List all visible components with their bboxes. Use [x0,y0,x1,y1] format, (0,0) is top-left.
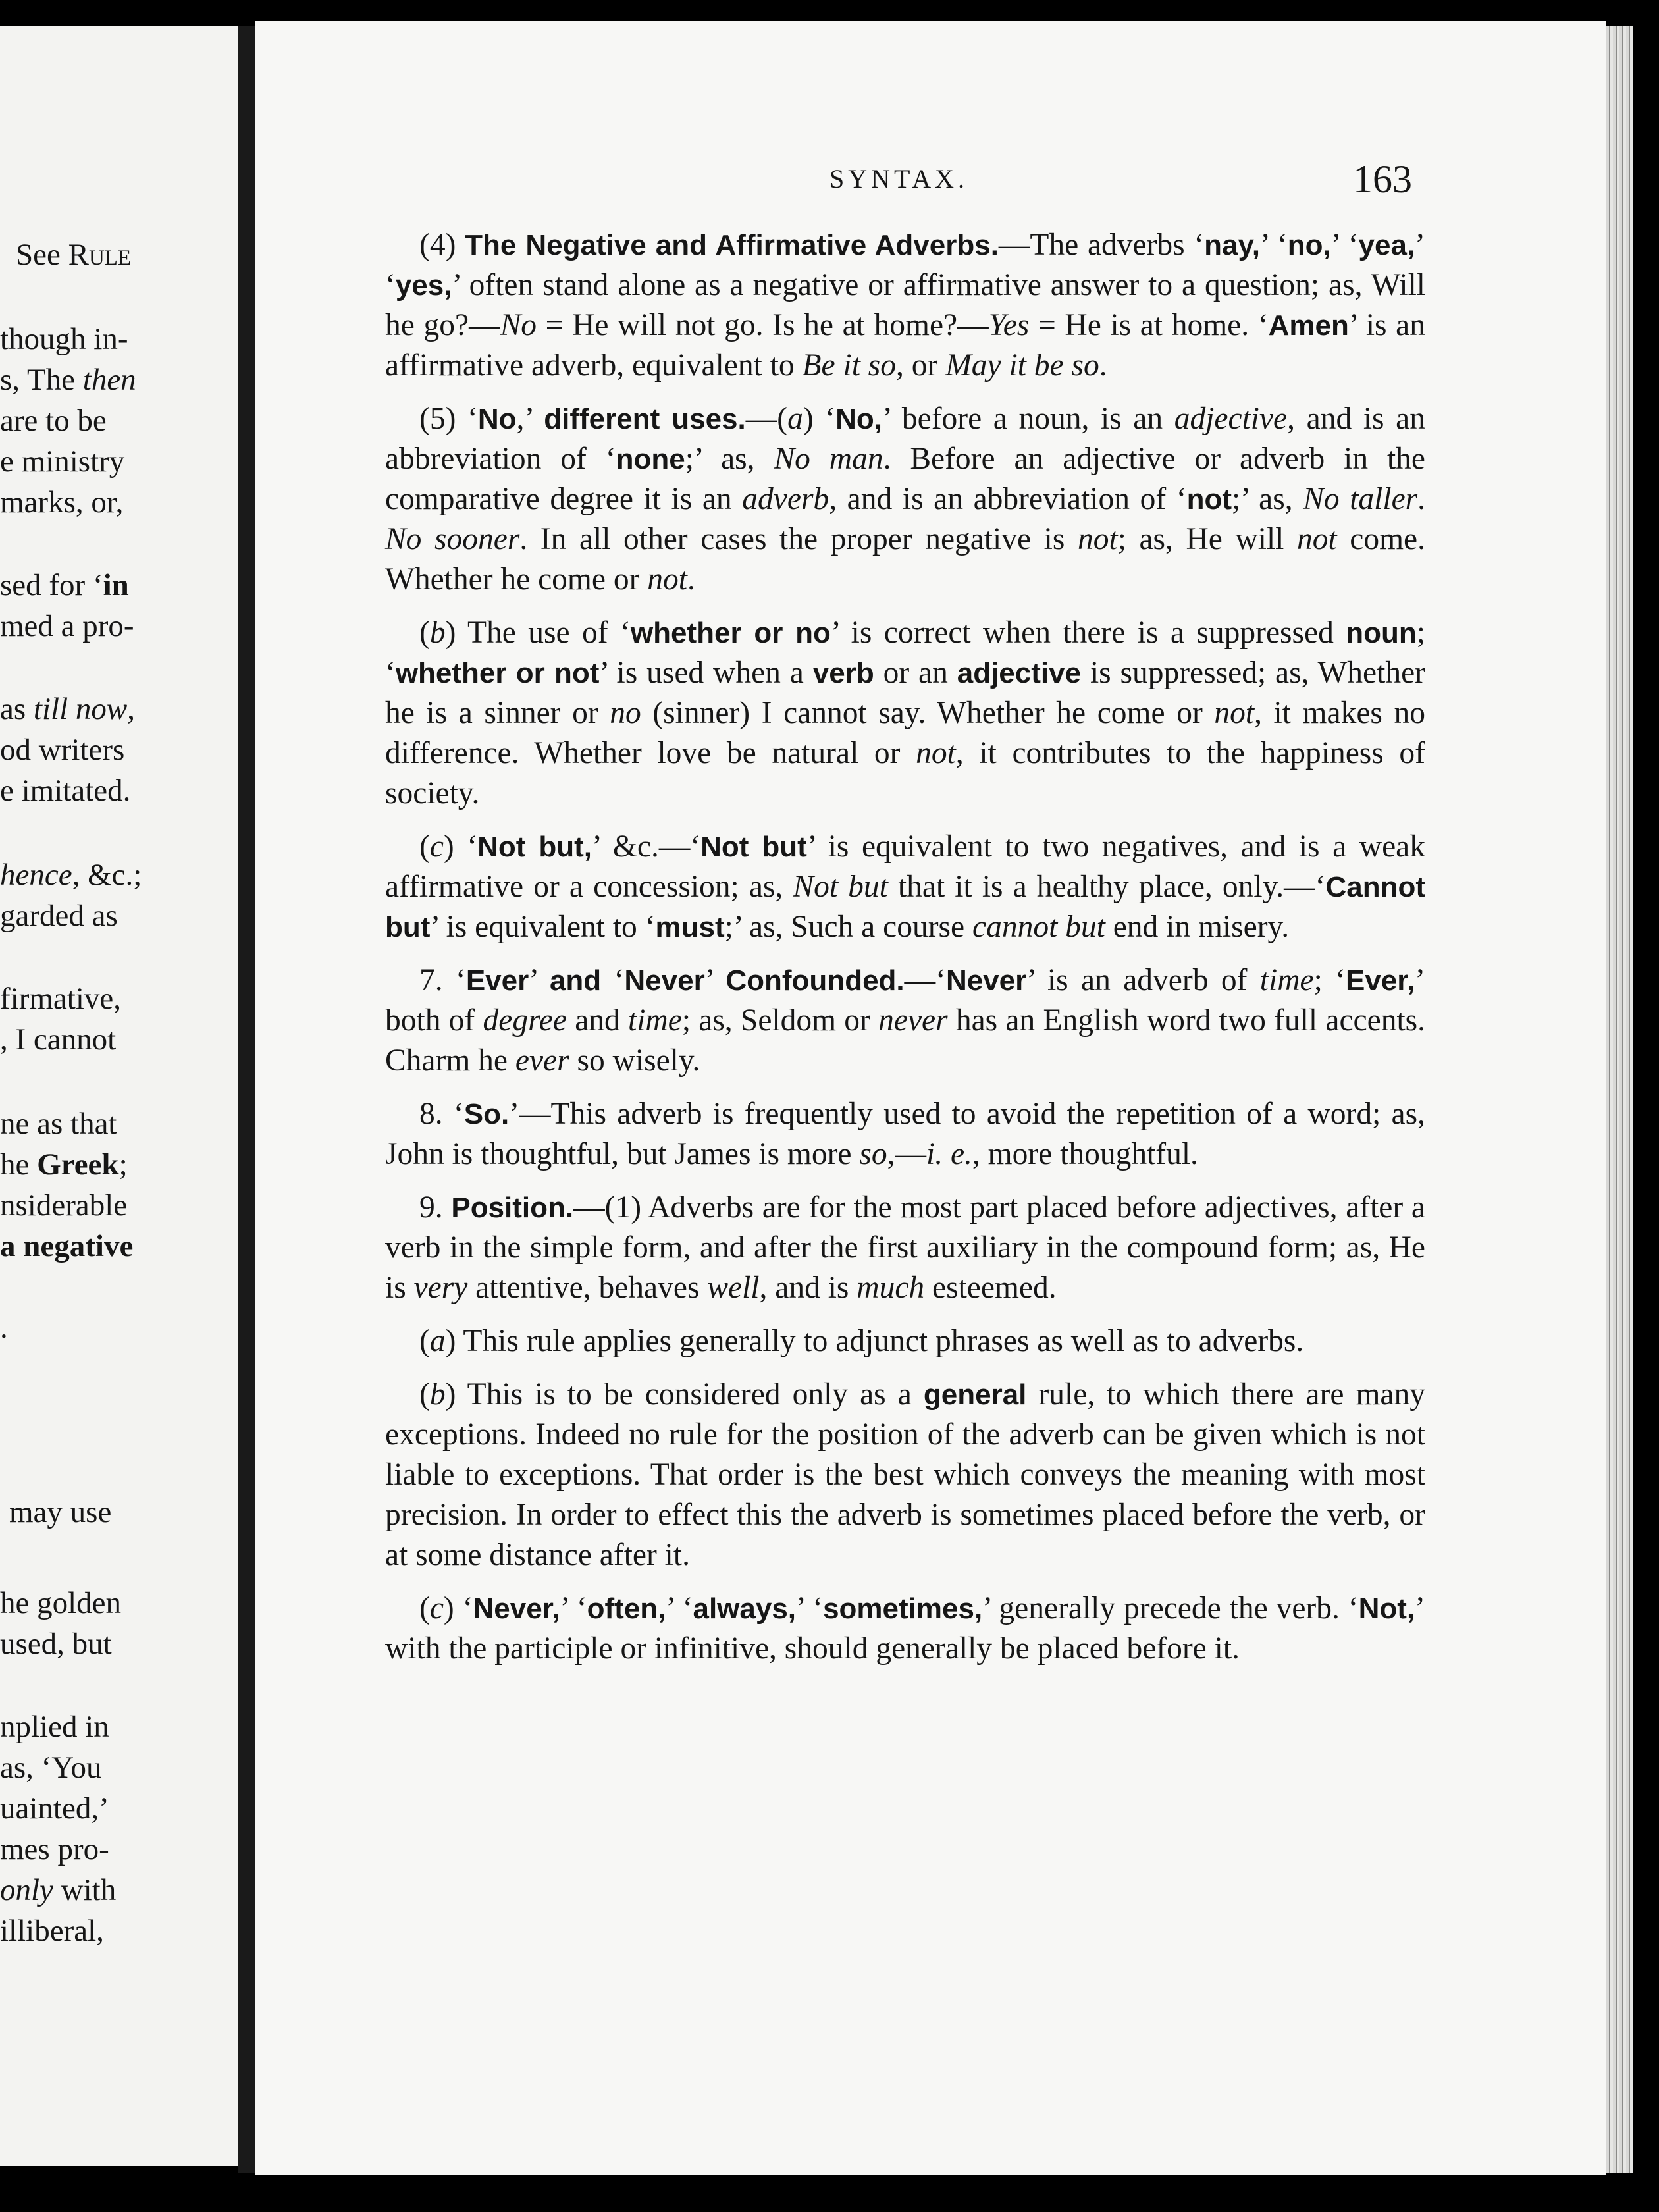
left-page-line: s, The then [0,363,136,397]
left-page-line: illiberal, [0,1914,104,1948]
left-page-line: garded as [0,899,118,933]
paragraph: 9. Position.—(1) Adverbs are for the most part placed before adjectives, after a verb in the simple form, and after the first auxiliary in the compound form; as, He is very attentive, behaves well, and is much esteemed. [385,1190,1426,1305]
left-page-fragment [0,26,238,2166]
left-page-line: od writers [0,733,125,767]
left-page-line: marks, or, [0,485,124,519]
paragraph: 8. ‘So.’—This adverb is frequently used to avoid the repetition of a word; as, John is thoughtful, but James is more so,—i. e., more thoughtful. [385,1097,1425,1171]
left-page-line: used, but [0,1627,112,1661]
left-page-line: uainted,’ [0,1791,109,1826]
paragraph: (c) ‘Not but,’ &c.—‘Not but’ is equivalent to two negatives, and is a weak affirmative or a concession; as, Not but that it is a healthy place, only.—‘Cannot but’ is equivalent to ‘must;’ as, Such a course cannot but end in misery. [385,830,1426,944]
paragraph: (a) This rule applies generally to adjunct phrases as well as to adverbs. [419,1324,1304,1358]
book-binding-gutter [238,26,255,2172]
left-page-line: are to be [0,404,107,438]
running-head: SYNTAX. [830,164,969,194]
left-page-line: nplied in [0,1710,109,1744]
left-page-line: he golden [0,1586,122,1620]
left-page-line: he Greek; [0,1147,128,1182]
paragraph: 7. ‘Ever’ and ‘Never’ Confounded.—‘Never’ is an adverb of time; ‘Ever,’ both of degree and time; as, Seldom or never has an English word two full accents. Charm he ever so wisely. [385,963,1426,1078]
left-page-line: mes pro- [0,1832,109,1866]
paragraph: (b) The use of ‘whether or no’ is correct when there is a suppressed noun; ‘whether or not’ is used when a verb or an adjective is suppressed; as, Whether he is a sinner or no (sinner) I cannot say. Whether he come or not, it makes no difference. Whether love be natural or not, it contributes to the happiness of society. [385,616,1426,810]
left-page-line: , I cannot [0,1022,117,1057]
left-page-line: e ministry [0,444,125,479]
left-page-line: hence, &c.; [0,858,142,892]
left-page-line: a negative [0,1229,134,1263]
left-page-line: may use [9,1495,112,1529]
left-page-line: e imitated. [0,774,131,808]
left-page-line: med a pro- [0,609,134,643]
left-page-line: only with [0,1873,117,1907]
left-page-line: though in- [0,322,128,356]
left-page-line: firmative, [0,982,122,1016]
left-page-line: . [0,1311,8,1345]
page-number: 163 [1353,157,1412,201]
left-page-line: nsiderable [0,1188,128,1223]
page-body-text [385,225,1425,1682]
left-page-line: sed for ‘in [0,568,129,602]
left-page-line: See Rule [16,238,132,272]
left-page-line: as till now, [0,692,135,726]
paragraph: (b) This is to be considered only as a general rule, to which there are many exceptions. Indeed no rule for the position of the adverb can be given which is not liable to exceptions. That order is the best which conveys the meaning with most precision. In order to effect this the adverb is sometimes placed before the verb, or at some distance after it. [385,1377,1425,1572]
left-page-line: as, ‘You [0,1751,102,1785]
page-edges [1606,26,1633,2172]
left-page-line: ne as that [0,1107,117,1141]
paragraph: (5) ‘No,’ different uses.—(a) ‘No,’ before a noun, is an adjective, and is an abbreviation of ‘none;’ as, No man. Before an adjective or adverb in the comparative degree it is an adverb, and is an abbreviation of ‘not;’ as, No taller. No sooner. In all other cases the proper negative is not; as, He will not come. Whether he come or not. [385,402,1426,596]
paragraph: (c) ‘Never,’ ‘often,’ ‘always,’ ‘sometimes,’ generally precede the verb. ‘Not,’ with the participle or infinitive, should generally be placed before it. [385,1591,1425,1666]
paragraph: (4) The Negative and Affirmative Adverbs.—The adverbs ‘nay,’ ‘no,’ ‘yea,’ ‘yes,’ often stand alone as a negative or affirmative answer to a question; as, Will he go?—No = He will not go. Is he at home?—Yes = He is at home. ‘Amen’ is an affirmative adverb, equivalent to Be it so, or May it be so. [385,228,1426,382]
